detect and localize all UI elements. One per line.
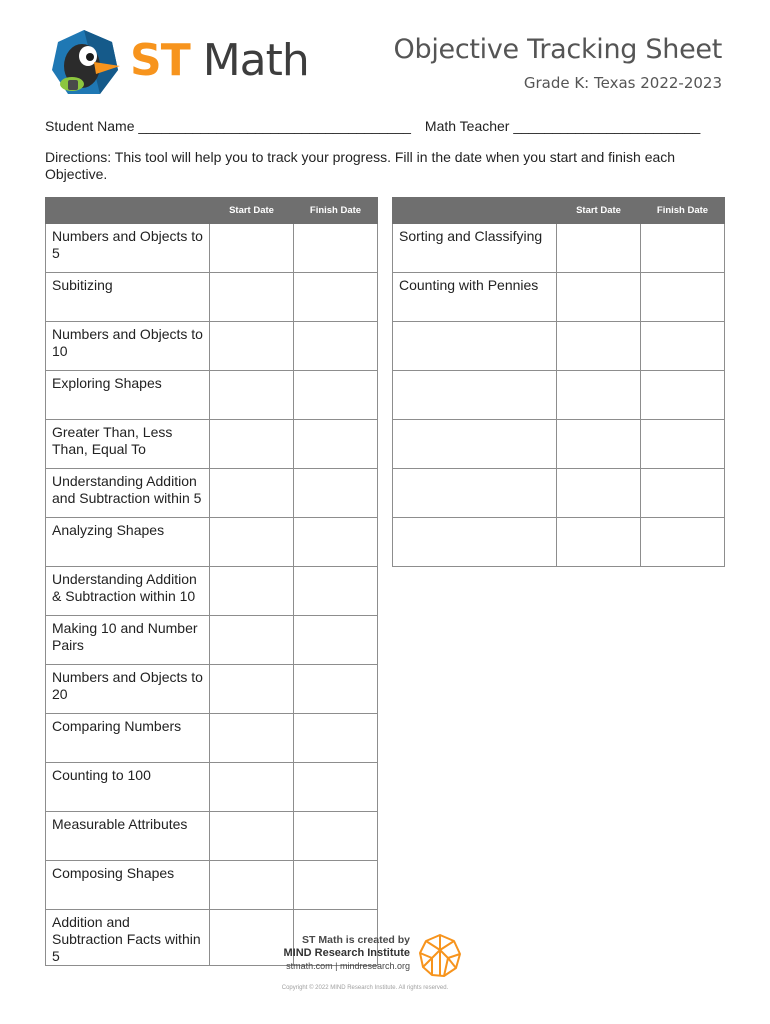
copyright-text: Copyright © 2022 MIND Research Institute. All rights reserved. <box>281 985 449 991</box>
finish-date-cell[interactable] <box>641 322 725 371</box>
objective-row <box>46 371 378 420</box>
start-date-cell[interactable] <box>557 273 641 322</box>
start-date-cell[interactable] <box>210 273 294 322</box>
start-date-cell[interactable] <box>557 469 641 518</box>
page-title: Objective Tracking Sheet <box>393 34 722 65</box>
objective-row <box>46 224 378 273</box>
start-date-cell[interactable] <box>210 567 294 616</box>
objective-row <box>393 273 725 322</box>
finish-date-cell[interactable] <box>294 567 378 616</box>
page-subtitle: Grade K: Texas 2022-2023 <box>523 74 722 92</box>
objective-row <box>46 322 378 371</box>
logo-st: ST <box>130 35 190 86</box>
objective-name: Counting to 100 <box>46 763 210 812</box>
finish-date-cell[interactable] <box>294 322 378 371</box>
name-fields <box>45 118 700 134</box>
start-date-cell[interactable] <box>210 322 294 371</box>
finish-date-cell[interactable] <box>294 518 378 567</box>
start-date-cell[interactable] <box>210 224 294 273</box>
objective-name: Numbers and Objects to 5 <box>46 224 210 273</box>
objective-header <box>393 198 557 224</box>
start-date-header: Start Date <box>210 198 294 224</box>
student-name-field[interactable]: Student Name ___________________________________ <box>45 118 411 134</box>
start-date-cell[interactable] <box>210 714 294 763</box>
finish-date-cell[interactable] <box>294 861 378 910</box>
st-math-logo <box>50 28 309 98</box>
finish-date-header: Finish Date <box>294 198 378 224</box>
objective-name: Subitizing <box>46 273 210 322</box>
objective-row <box>46 665 378 714</box>
objective-name: Greater Than, Less Than, Equal To <box>46 420 210 469</box>
objective-header <box>46 198 210 224</box>
objective-name <box>393 469 557 518</box>
start-date-cell[interactable] <box>210 518 294 567</box>
footer-text <box>268 934 410 973</box>
objective-name: Addition and Subtraction Facts within 5 <box>46 910 210 966</box>
objective-row <box>393 371 725 420</box>
objective-row <box>46 469 378 518</box>
finish-date-cell[interactable] <box>294 371 378 420</box>
start-date-cell[interactable] <box>557 322 641 371</box>
left-objective-table <box>45 197 378 966</box>
objective-name: Numbers and Objects to 20 <box>46 665 210 714</box>
finish-date-cell[interactable] <box>641 469 725 518</box>
finish-date-header: Finish Date <box>641 198 725 224</box>
footer-line1: ST Math is created by <box>302 934 410 946</box>
finish-date-cell[interactable] <box>641 371 725 420</box>
start-date-cell[interactable] <box>557 371 641 420</box>
objective-name: Understanding Addition & Subtraction within 10 <box>46 567 210 616</box>
finish-date-cell[interactable] <box>641 518 725 567</box>
objective-row <box>393 518 725 567</box>
right-objective-table <box>392 197 725 567</box>
finish-date-cell[interactable] <box>294 420 378 469</box>
objective-name <box>393 371 557 420</box>
finish-date-cell[interactable] <box>294 224 378 273</box>
objective-name: Counting with Pennies <box>393 273 557 322</box>
finish-date-cell[interactable] <box>294 763 378 812</box>
objective-name <box>393 420 557 469</box>
objective-name: Understanding Addition and Subtraction within 5 <box>46 469 210 518</box>
start-date-cell[interactable] <box>210 665 294 714</box>
objective-row <box>46 420 378 469</box>
objective-row <box>46 861 378 910</box>
directions-text: Directions: This tool will help you to track your progress. Fill in the date when you start and finish each Objective. <box>45 149 676 182</box>
objective-row <box>46 714 378 763</box>
finish-date-cell[interactable] <box>641 224 725 273</box>
objective-name: Numbers and Objects to 10 <box>46 322 210 371</box>
objective-row <box>393 322 725 371</box>
start-date-cell[interactable] <box>557 224 641 273</box>
start-date-cell[interactable] <box>210 469 294 518</box>
objective-row <box>46 518 378 567</box>
footer-line2: MIND Research Institute <box>283 947 410 959</box>
math-teacher-field[interactable]: Math Teacher ________________________ <box>424 118 701 134</box>
start-date-cell[interactable] <box>210 861 294 910</box>
objective-name: Comparing Numbers <box>46 714 210 763</box>
objective-name: Exploring Shapes <box>46 371 210 420</box>
finish-date-cell[interactable] <box>294 469 378 518</box>
start-date-cell[interactable] <box>210 763 294 812</box>
brain-icon <box>418 932 462 978</box>
finish-date-cell[interactable] <box>641 420 725 469</box>
start-date-cell[interactable] <box>557 518 641 567</box>
finish-date-cell[interactable] <box>641 273 725 322</box>
header <box>394 32 722 94</box>
start-date-cell[interactable] <box>210 420 294 469</box>
objective-row <box>393 469 725 518</box>
finish-date-cell[interactable] <box>294 665 378 714</box>
objective-row <box>393 420 725 469</box>
objective-name <box>393 518 557 567</box>
logo-math: Math <box>202 35 309 86</box>
objective-row <box>46 273 378 322</box>
footer-urls: stmath.com | mindresearch.org <box>286 961 410 971</box>
objective-name: Making 10 and Number Pairs <box>46 616 210 665</box>
start-date-cell[interactable] <box>557 420 641 469</box>
finish-date-cell[interactable] <box>294 812 378 861</box>
start-date-cell[interactable] <box>210 812 294 861</box>
objective-name <box>393 322 557 371</box>
objective-row <box>46 812 378 861</box>
start-date-cell[interactable] <box>210 616 294 665</box>
objective-row <box>46 763 378 812</box>
start-date-header: Start Date <box>557 198 641 224</box>
logo-wordmark <box>130 36 309 86</box>
objective-name: Measurable Attributes <box>46 812 210 861</box>
finish-date-cell[interactable] <box>294 616 378 665</box>
objective-name: Analyzing Shapes <box>46 518 210 567</box>
penguin-logo-icon <box>50 28 122 98</box>
objective-name: Sorting and Classifying <box>393 224 557 273</box>
objective-name: Composing Shapes <box>46 861 210 910</box>
finish-date-cell[interactable] <box>294 714 378 763</box>
objective-row <box>46 616 378 665</box>
start-date-cell[interactable] <box>210 371 294 420</box>
footer <box>268 932 508 982</box>
finish-date-cell[interactable] <box>294 273 378 322</box>
objective-row <box>46 567 378 616</box>
objective-row <box>393 224 725 273</box>
